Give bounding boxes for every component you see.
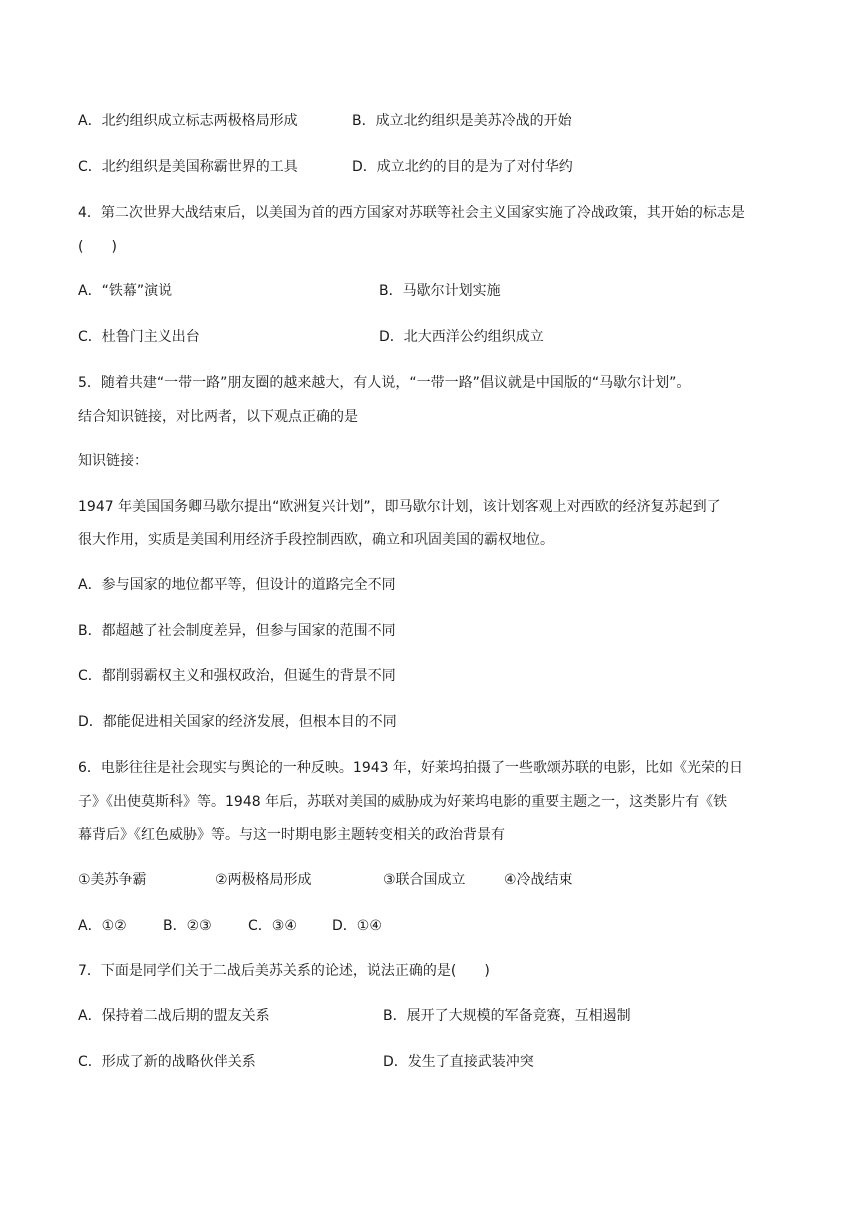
q5-knowledge-link-line2: 很大作用，实质是美国利用经济手段控制西欧，确立和巩固美国的霸权地位。 (78, 532, 554, 548)
q7-option-b: B．展开了大规模的军备竞赛，互相遏制 (383, 1008, 631, 1024)
q5-knowledge-link-line1: 1947 年美国国务卿马歇尔提出“欧洲复兴计划”，即马歇尔计划，该计划客观上对西欧的经济复苏起到了 (78, 499, 721, 515)
q6-item-4: ④冷战结束 (504, 872, 573, 888)
q5-option-a: A．参与国家的地位都平等，但设计的道路完全不同 (78, 577, 396, 593)
q6-stem-line1: 6．电影往往是社会现实与舆论的一种反映。1943 年，好莱坞拍摄了一些歌颂苏联的电影，比如《光荣的日 (78, 760, 743, 776)
q4-option-d: D．北大西洋公约组织成立 (379, 329, 544, 345)
q5-knowledge-link-title: 知识链接： (78, 453, 148, 469)
q4-stem: 4．第二次世界大战结束后，以美国为首的西方国家对苏联等社会主义国家实施了冷战政策，其开始的标志是 (78, 205, 745, 221)
q3-option-d: D．成立北约的目的是为了对付华约 (352, 159, 573, 175)
q5-option-c: C．都削弱霸权主义和强权政治，但诞生的背景不同 (78, 668, 396, 684)
q7-option-a: A．保持着二战后期的盟友关系 (78, 1008, 270, 1024)
q7-option-c: C．形成了新的战略伙伴关系 (78, 1054, 256, 1070)
q3-option-a: A．北约组织成立标志两极格局形成 (78, 113, 298, 129)
q4-option-c: C．杜鲁门主义出台 (78, 329, 200, 345)
q5-option-d: D．都能促进相关国家的经济发展，但根本目的不同 (78, 714, 397, 730)
q3-option-c: C．北约组织是美国称霸世界的工具 (78, 159, 298, 175)
q6-option-c: C．③④ (248, 918, 297, 934)
q7-option-d: D．发生了直接武装冲突 (383, 1054, 534, 1070)
q3-option-b: B．成立北约组织是美苏冷战的开始 (352, 113, 572, 129)
q6-item-1: ①美苏争霸 (78, 872, 147, 888)
q5-stem-line1: 5．随着共建“一带一路”朋友圈的越来越大，有人说，“一带一路”倡议就是中国版的“马歇尔计划”。 (78, 375, 691, 391)
q6-stem-line2: 子》《出使莫斯科》等。1948 年后，苏联对美国的威胁成为好莱坞电影的重要主题之一，这类影片有《铁 (78, 794, 728, 810)
q6-option-a: A．①② (78, 918, 127, 934)
q4-option-a: A．“铁幕”演说 (78, 283, 173, 299)
q4-option-b: B．马歇尔计划实施 (379, 283, 501, 299)
q4-answer-paren: ( ) (78, 239, 117, 255)
q5-option-b: B．都超越了社会制度差异，但参与国家的范围不同 (78, 623, 396, 639)
q6-item-2: ②两极格局形成 (215, 872, 312, 888)
q6-stem-line3: 幕背后》《红色威胁》等。与这一时期电影主题转变相关的政治背景有 (78, 827, 505, 843)
q6-option-d: D．①④ (332, 918, 382, 934)
q6-item-3: ③联合国成立 (383, 872, 466, 888)
q6-option-b: B．②③ (163, 918, 212, 934)
q5-stem-line2: 结合知识链接，对比两者，以下观点正确的是 (78, 409, 358, 425)
q7-stem: 7．下面是同学们关于二战后美苏关系的论述，说法正确的是( ) (78, 963, 490, 979)
